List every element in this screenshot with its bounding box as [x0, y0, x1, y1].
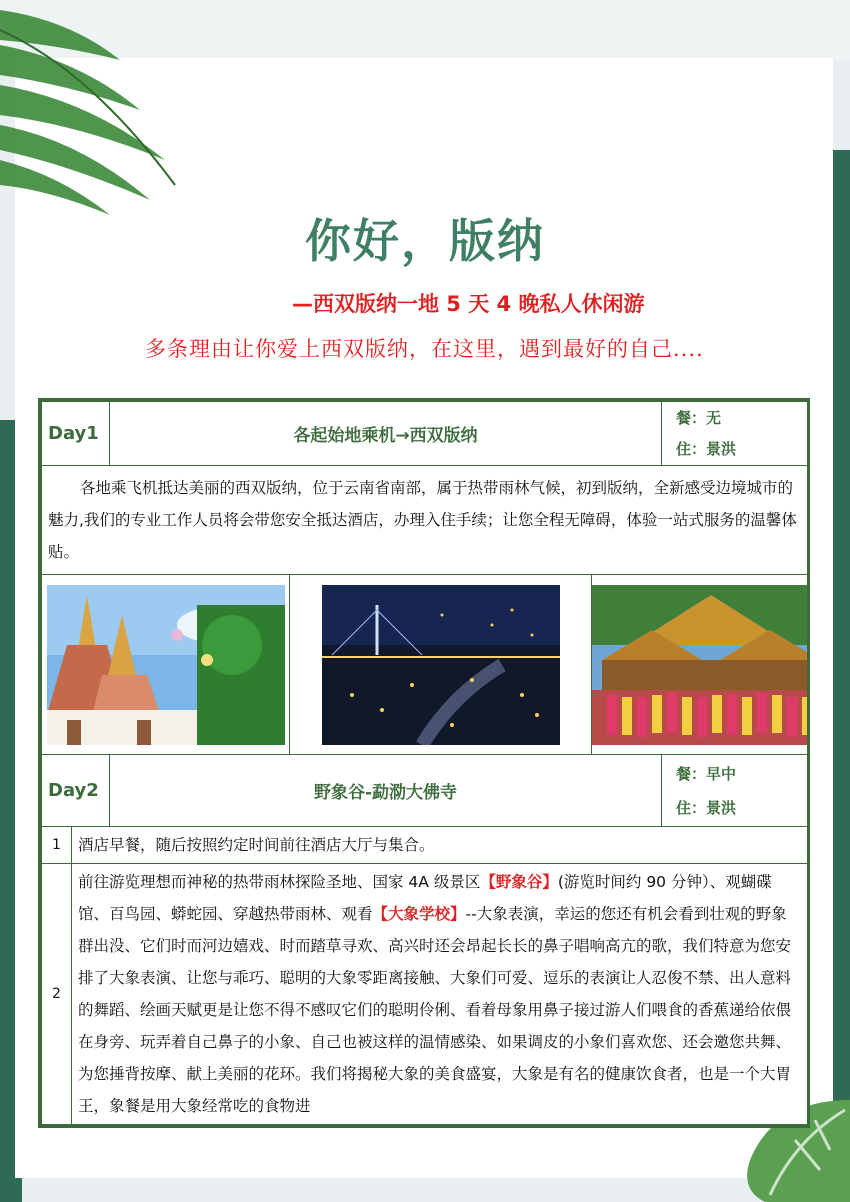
night-bridge-photo [290, 575, 592, 755]
item-text [72, 864, 808, 1125]
day1-route: 各起始地乘机→西双版纳 [110, 402, 662, 466]
day2-meal-stay-cell [662, 755, 808, 827]
temple-image [47, 585, 285, 745]
day1-stay: 住：景洪 [676, 439, 737, 458]
day1-label: Day1 [42, 402, 110, 466]
page-title: 你好，版纳 [305, 214, 545, 268]
day2-stay: 住：景洪 [676, 798, 737, 817]
day2-route: 野象谷-勐泐大佛寺 [110, 755, 662, 827]
day2-header-row [42, 755, 808, 827]
temple-photo [42, 575, 290, 755]
dancers-image [592, 585, 810, 745]
itinerary-table [38, 398, 810, 1128]
day1-meal: 餐：无 [676, 408, 722, 427]
item-number: 2 [42, 864, 72, 1125]
slogan-text: 多条理由让你爱上西双版纳，在这里，遇到最好的自己.... [145, 337, 704, 361]
item-text-part: --大象表演，幸运的您还有机会看到壮观的野象群出没、它们时而河边嬉戏、时而踏草寻欢、高兴时还会昂起长长的鼻子唱响高亢的歌，我们特意为您安排了大象表演、让您与乖巧、聪明的大象零距离接触、大象们可爱、逗乐的表演让人忍俊不禁、出人意料的舞蹈、绘画天赋更是让您不得不感叹它们的聪明伶俐、看着母象用鼻子接过游人们喂食的香蕉递给依偎在身旁、玩弄着自己鼻子的小象、自己也被这样的温情感染、如果调皮的小象们喜欢您、还会邀您共舞、为您捶背按摩、献上美丽的花环。我们将揭秘大象的美食盛宴，大象是有名的健康饮食者，也是一个大胃王，象餐是用大象经常吃的食物进 [78, 905, 792, 1115]
day1-photo-row [42, 575, 808, 755]
night-bridge-image [322, 585, 560, 745]
dancers-photo [592, 575, 808, 755]
item-text-part: (游览时间约 90 分钟）、观蝴碟馆、百鸟园、蟒蛇园、穿越热带雨林、观看 [78, 873, 772, 923]
page-subtitle: —西双版纳一地 5 天 4 晚私人休闲游 [292, 292, 645, 316]
day2-meal: 餐：早中 [676, 764, 737, 783]
day2-item-row [42, 864, 808, 1125]
day1-description: 各地乘飞机抵达美丽的西双版纳，位于云南省南部，属于热带雨林气候，初到版纳，全新感受边境城市的魅力,我们的专业工作人员将会带您安全抵达酒店，办理入住手续；让您全程无障碍，体验一站式服务的温馨体贴。 [42, 466, 808, 575]
day1-header-row [42, 402, 808, 466]
day2-label: Day2 [42, 755, 110, 827]
item-number: 1 [42, 827, 72, 864]
item-text: 酒店早餐，随后按照约定时间前往酒店大厅与集合。 [72, 827, 808, 864]
palm-leaf-icon [0, 0, 200, 220]
highlight-elephant-school: 【大象学校】 [372, 905, 466, 923]
day2-item-row [42, 827, 808, 864]
item-text-part: 前往游览理想而神秘的热带雨林探险圣地、国家 4A 级景区 [78, 873, 481, 891]
highlight-wild-elephant-valley: 【野象谷】 [480, 873, 558, 891]
day1-meal-stay-cell [662, 402, 808, 466]
